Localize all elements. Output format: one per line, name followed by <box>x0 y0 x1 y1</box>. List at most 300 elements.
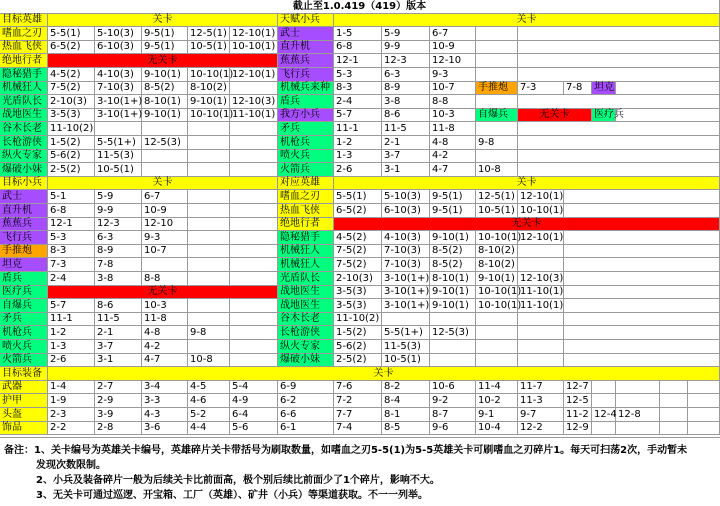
stage-cell: 12-10(1) <box>518 231 564 245</box>
unit-name: 直升机 <box>0 204 48 218</box>
stage-cell: 10-8 <box>188 354 230 367</box>
unit-name: 医疗兵 <box>594 109 624 120</box>
stage-cell <box>518 54 720 68</box>
unit-name: 机枪兵 <box>278 136 334 150</box>
hero-name: 嗜血之刃 <box>278 190 334 204</box>
stage-cell: 8-2 <box>382 381 430 394</box>
stage-cell <box>188 313 230 326</box>
section-header: 关卡 <box>48 14 278 27</box>
stage-cell: 1-2 <box>48 326 95 340</box>
stage-cell: 9-5(1) <box>430 190 476 204</box>
unit-name: 喷火兵 <box>278 150 334 163</box>
stage-cell: 10-10(1) <box>476 231 518 245</box>
stage-cell: 4-7 <box>142 354 188 367</box>
stage-cell: 5-5(1) <box>334 190 382 204</box>
stage-cell <box>188 258 230 272</box>
stage-cell: 8-3 <box>48 245 95 258</box>
stage-cell <box>616 394 660 408</box>
stage-cell: 2-2 <box>48 422 95 435</box>
stage-cell: 11-1 <box>48 313 95 326</box>
stage-cell: 9-3 <box>142 231 188 245</box>
hero-name: 战地医生 <box>278 286 334 299</box>
note-line: 3、无关卡可通过巡逻、开宝箱、工厂（英雄）、矿井（小兵）等渠道获取。不一一列举。 <box>36 490 428 501</box>
stage-cell <box>188 218 230 231</box>
stage-cell: 9-8 <box>476 136 518 150</box>
stage-cell: 7-3 <box>48 258 95 272</box>
unit-name: 矛兵 <box>0 313 48 326</box>
stage-cell <box>564 340 720 354</box>
stage-cell <box>230 122 278 136</box>
equipment-name: 饰品 <box>0 422 48 435</box>
stage-cell <box>476 354 518 367</box>
stage-cell: 12-9 <box>564 422 592 435</box>
stage-cell <box>230 340 278 354</box>
stage-cell <box>230 299 278 313</box>
stage-cell: 12-10(3) <box>230 95 278 109</box>
stage-cell <box>564 286 720 299</box>
stage-cell: 8-5(2) <box>430 245 476 258</box>
note-line: 备注：1、关卡编号为英雄关卡编号，英雄碎片关卡带括号为刷取数量，如嗜血之刃5-5(1)为5-5英雄关卡可刷嗜血之刃碎片1。每天可扫荡2次，手动暂未 <box>4 445 688 456</box>
stage-cell: 2-3 <box>48 408 95 422</box>
stage-cell: 1-5(2) <box>334 326 382 340</box>
stage-cell: 8-10(2) <box>476 258 518 272</box>
stage-cell <box>188 150 230 163</box>
stage-cell <box>230 313 278 326</box>
stage-cell <box>476 41 518 54</box>
stage-cell: 7-5(2) <box>48 82 95 95</box>
stage-cell: 5-4 <box>230 381 278 394</box>
equipment-name: 武器 <box>0 381 48 394</box>
stage-cell: 1-3 <box>48 340 95 354</box>
stage-cell: 7-4 <box>334 422 382 435</box>
hero-name: 绝地行者 <box>278 218 334 231</box>
stage-cell: 8-7 <box>430 408 476 422</box>
stage-cell: 8-10(2) <box>188 82 230 95</box>
stage-cell: 10-6 <box>430 381 476 394</box>
stage-cell: 10-10(1) <box>478 286 522 297</box>
stage-cell: 9-3 <box>430 68 476 82</box>
stage-cell: 4-8 <box>430 136 476 150</box>
stage-cell <box>518 41 720 54</box>
stage-cell <box>430 313 476 326</box>
stage-cell: 2-4 <box>334 95 382 109</box>
stage-cell <box>188 122 230 136</box>
stage-cell <box>476 150 518 163</box>
stage-cell: 10-5(1) <box>188 41 230 54</box>
stage-cell: 11-5(3) <box>95 150 142 163</box>
unit-name: 自爆兵 <box>0 299 48 313</box>
stage-cell: 11-7 <box>518 381 564 394</box>
stage-cell <box>518 258 564 272</box>
stage-cell: 12-4 <box>592 408 616 422</box>
stage-cell <box>518 313 564 326</box>
hero-name: 嗜血之刃 <box>0 27 48 41</box>
stage-cell: 3-3 <box>142 394 188 408</box>
stage-cell: 6-7 <box>430 27 476 41</box>
hero-name: 长枪游侠 <box>278 326 334 340</box>
stage-cell <box>142 258 188 272</box>
stage-cell: 9-5(1) <box>430 204 476 218</box>
unit-name: 蕉蕉兵 <box>0 218 48 231</box>
stage-cell <box>430 354 476 367</box>
stage-cell <box>230 82 278 95</box>
stage-cell: 6-8 <box>334 41 382 54</box>
stage-cell: 6-10(3) <box>382 204 430 218</box>
unit-name: 矛兵 <box>278 122 334 136</box>
stage-cell <box>188 272 230 286</box>
stage-cell <box>688 394 720 408</box>
stage-cell: 12-5(1) <box>476 190 518 204</box>
stage-cell: 7-3 <box>518 82 564 95</box>
hero-name: 纵火专家 <box>0 150 48 163</box>
stage-cell <box>518 150 720 163</box>
stage-cell <box>188 231 230 245</box>
stage-cell: 2-9 <box>95 394 142 408</box>
stage-cell: 11-3 <box>518 394 564 408</box>
stage-cell: 5-2 <box>188 408 230 422</box>
stage-cell <box>564 190 720 204</box>
stage-cell: 3-6 <box>142 422 188 435</box>
stage-cell: 10-3 <box>430 109 476 122</box>
stage-cell: 12-1 <box>48 218 95 231</box>
stage-cell: 4-5(2) <box>334 231 382 245</box>
stage-cell: 9-6 <box>430 422 476 435</box>
stage-cell: 3-5(3) <box>334 299 382 313</box>
stage-cell: 1-3 <box>334 150 382 163</box>
stage-cell: 6-6 <box>278 408 334 422</box>
stage-cell: 9-10(1) <box>188 95 230 109</box>
hero-name: 热血飞侠 <box>0 41 48 54</box>
no-stage-bar: 无关卡 <box>48 286 278 299</box>
hero-name: 机械狂人 <box>0 82 48 95</box>
section-header: 目标装备 <box>0 367 48 381</box>
stage-cell: 12-1 <box>334 54 382 68</box>
section-header: 目标英雄 <box>0 14 48 27</box>
stage-cell <box>230 190 278 204</box>
section-header: 关卡 <box>334 14 720 27</box>
stage-cell: 7-7 <box>334 408 382 422</box>
stage-cell <box>616 422 660 435</box>
stage-cell <box>230 258 278 272</box>
stage-cell <box>518 163 720 177</box>
equipment-name: 头盔 <box>0 408 48 422</box>
stage-cell: 5-5(1+) <box>382 326 430 340</box>
stage-cell: 1-4 <box>48 381 95 394</box>
hero-name: 光盾队长 <box>278 272 334 286</box>
stage-cell: 4-2 <box>430 150 476 163</box>
hero-name: 热血飞侠 <box>278 204 334 218</box>
stage-cell: 11-4 <box>476 381 518 394</box>
unit-name: 火箭兵 <box>278 163 334 177</box>
stage-cell <box>476 122 518 136</box>
stage-cell <box>564 326 720 340</box>
stage-cell: 4-6 <box>188 394 230 408</box>
stage-cell <box>230 218 278 231</box>
stage-cell: 10-10(1) <box>188 68 230 82</box>
hero-name: 爆破小妹 <box>0 163 48 177</box>
stage-cell: 11-2 <box>564 408 592 422</box>
stage-cell: 3-10(1+) <box>382 272 430 286</box>
unit-name: 我方小兵 <box>278 109 334 122</box>
stage-cell: 9-10(1) <box>142 68 188 82</box>
stage-cell <box>592 381 616 394</box>
stage-cell <box>660 394 688 408</box>
stage-cell: 9-5(1) <box>142 27 188 41</box>
stage-cell <box>660 408 688 422</box>
stage-cell: 5-3 <box>334 68 382 82</box>
stage-cell: 8-1 <box>382 408 430 422</box>
stage-cell: 12-10(1) <box>230 27 278 41</box>
stage-cell <box>382 313 430 326</box>
stage-cell <box>188 136 230 150</box>
stage-cell: 4-7 <box>430 163 476 177</box>
unit-name: 飞行兵 <box>0 231 48 245</box>
stage-cell: 3-10(1+) <box>97 109 143 120</box>
stage-cell <box>188 245 230 258</box>
stage-cell: 8-10(1) <box>142 95 188 109</box>
stage-cell: 3-1 <box>382 163 430 177</box>
stage-cell: 9-10(1) <box>430 231 476 245</box>
stage-cell: 3-7 <box>382 150 430 163</box>
stage-cell: 11-5 <box>95 313 142 326</box>
stage-cell: 10-8 <box>476 163 518 177</box>
unit-name: 蕉蕉兵 <box>278 54 334 68</box>
unit-name: 手推炮 <box>476 82 518 95</box>
stage-cell: 9-5(1) <box>142 41 188 54</box>
stage-cell: 5-6(2) <box>48 150 95 163</box>
stage-cell <box>518 95 720 109</box>
unit-name: 坦克 <box>0 258 48 272</box>
stage-cell <box>688 408 720 422</box>
stage-cell: 4-5 <box>188 381 230 394</box>
stage-cell: 11-1 <box>334 122 382 136</box>
stage-cell: 9-10(1) <box>430 299 476 313</box>
stage-cell: 4-5(2) <box>48 68 95 82</box>
unit-name: 喷火兵 <box>0 340 48 354</box>
stage-cell: 3-8 <box>382 95 430 109</box>
stage-cell <box>188 299 230 313</box>
stage-cell: 2-5(2) <box>334 354 382 367</box>
stage-cell: 2-1 <box>382 136 430 150</box>
stage-cell: 3-5(3) <box>334 286 382 299</box>
stage-cell: 5-7 <box>48 299 95 313</box>
stage-cell <box>616 109 720 122</box>
stage-cell: 2-8 <box>95 422 142 435</box>
stage-cell: 7-10(3) <box>95 82 142 95</box>
stage-cell: 3-10(1+) <box>95 95 142 109</box>
stage-cell: 4-10(3) <box>95 68 142 82</box>
stage-cell: 3-10(1+) <box>384 286 430 297</box>
stage-cell: 6-3 <box>95 231 142 245</box>
stage-cell: 4-9 <box>230 394 278 408</box>
section-header: 关卡 <box>334 177 720 190</box>
stage-cell: 2-6 <box>334 163 382 177</box>
stage-cell: 7-10(3) <box>382 245 430 258</box>
stage-cell <box>230 354 278 367</box>
note-line: 2、小兵及装备碎片一般为后续关卡比前面高，极个别后续比前面少了1个碎片，影响不大。 <box>36 475 440 486</box>
stage-cell: 5-3 <box>48 231 95 245</box>
stage-cell: 8-9 <box>95 245 142 258</box>
hero-name: 光盾队长 <box>0 95 48 109</box>
stage-cell: 8-8 <box>142 272 188 286</box>
stage-cell: 5-6(2) <box>334 340 382 354</box>
stage-cell: 12-5 <box>564 394 592 408</box>
stage-cell: 6-8 <box>48 204 95 218</box>
stage-cell: 2-7 <box>95 381 142 394</box>
stage-cell <box>230 163 278 177</box>
stage-cell: 7-2 <box>334 394 382 408</box>
stage-cell <box>476 68 518 82</box>
unit-name: 武士 <box>0 190 48 204</box>
stage-cell: 2-1 <box>95 326 142 340</box>
stage-cell: 6-5(2) <box>48 41 95 54</box>
stage-cell: 8-6 <box>382 109 430 122</box>
stage-cell: 12-8 <box>616 408 660 422</box>
hero-name: 长枪游侠 <box>0 136 48 150</box>
stage-cell <box>476 54 518 68</box>
stage-cell: 8-10(1) <box>430 272 476 286</box>
stage-cell <box>660 381 688 394</box>
equipment-name: 护甲 <box>0 394 48 408</box>
stage-cell <box>518 136 720 150</box>
hero-name: 机械狂人 <box>278 258 334 272</box>
stage-cell: 3-7 <box>95 340 142 354</box>
stage-cell: 9-10(1) <box>430 286 476 299</box>
stage-cell: 1-9 <box>48 394 95 408</box>
stage-cell <box>564 231 720 245</box>
stage-cell <box>188 190 230 204</box>
stage-cell: 1-5(2) <box>48 136 95 150</box>
stage-cell: 11-10(1) <box>520 286 564 297</box>
stage-cell: 12-3 <box>382 54 430 68</box>
section-header: 对应英雄 <box>278 177 334 190</box>
stage-cell: 12-10(3) <box>518 272 564 286</box>
stage-cell <box>188 163 230 177</box>
stage-cell: 11-5(3) <box>382 340 430 354</box>
section-header: 天赋小兵 <box>278 14 334 27</box>
stage-cell <box>230 231 278 245</box>
no-stage-bar: 无关卡 <box>518 109 592 122</box>
stage-cell <box>476 326 518 340</box>
stage-cell <box>518 245 564 258</box>
stage-cell: 11-10(1) <box>518 299 564 313</box>
stage-cell: 12-3 <box>95 218 142 231</box>
stage-cell: 2-5(2) <box>48 163 95 177</box>
stage-cell: 3-10(1+) <box>382 299 430 313</box>
stage-cell: 3-1 <box>95 354 142 367</box>
unit-name: 医疗兵 <box>0 286 48 299</box>
stage-cell: 12-10(1) <box>518 190 564 204</box>
stage-cell <box>592 394 616 408</box>
stage-cell <box>564 204 720 218</box>
stage-cell: 6-4 <box>230 408 278 422</box>
stage-cell: 12-5(1) <box>188 27 230 41</box>
stage-cell <box>518 326 564 340</box>
stage-cell <box>230 204 278 218</box>
stage-cell: 11-5 <box>382 122 430 136</box>
unit-name: 手推炮 <box>0 245 48 258</box>
stage-cell: 2-10(3) <box>334 272 382 286</box>
stage-cell <box>230 136 278 150</box>
hero-name: 隐秘猎手 <box>0 68 48 82</box>
unit-name: 机枪兵 <box>0 326 48 340</box>
stage-cell: 11-8 <box>142 313 188 326</box>
stage-cell <box>476 95 518 109</box>
stage-cell: 4-10(3) <box>382 231 430 245</box>
stage-cell <box>230 326 278 340</box>
stage-cell: 10-5(1) <box>382 354 430 367</box>
stage-cell: 5-7 <box>334 109 382 122</box>
unit-name: 坦克 <box>594 82 614 93</box>
stage-cell: 6-7 <box>142 190 188 204</box>
stage-cell: 9-10(1) <box>142 109 188 122</box>
stage-cell <box>564 313 720 326</box>
stage-cell: 10-2 <box>476 394 518 408</box>
stage-cell <box>518 354 564 367</box>
stage-cell: 8-8 <box>430 95 476 109</box>
stage-cell: 6-10(3) <box>95 41 142 54</box>
stage-cell: 10-10(1) <box>518 204 564 218</box>
stage-cell: 9-10(1) <box>476 272 518 286</box>
stage-cell: 5-1 <box>48 190 95 204</box>
stage-cell: 7-5(2) <box>334 258 382 272</box>
stage-cell: 6-5(2) <box>334 204 382 218</box>
stage-cell: 6-2 <box>278 394 334 408</box>
stage-cell <box>660 422 688 435</box>
stage-cell: 4-2 <box>142 340 188 354</box>
stage-cell <box>142 122 188 136</box>
stage-cell <box>564 299 720 313</box>
stage-cell: 7-10(3) <box>382 258 430 272</box>
hero-name: 纵火专家 <box>278 340 334 354</box>
stage-cell: 10-10(1) <box>476 299 518 313</box>
stage-cell: 2-10(3) <box>48 95 95 109</box>
stage-cell: 6-9 <box>278 381 334 394</box>
hero-name: 战地医生 <box>278 299 334 313</box>
stage-cell <box>518 122 720 136</box>
page-title: 截止至1.0.419（419）版本 <box>0 0 720 14</box>
stage-cell: 9-2 <box>430 394 476 408</box>
stage-cell <box>688 422 720 435</box>
notes-section <box>0 437 720 506</box>
stage-cell: 10-10(1) <box>230 41 278 54</box>
stage-cell: 2-6 <box>48 354 95 367</box>
stage-cell <box>616 82 720 95</box>
stage-cell: 12-5(3) <box>142 136 188 150</box>
stage-cell <box>142 150 188 163</box>
no-stage-bar: 无关卡 <box>48 54 278 68</box>
stage-cell <box>230 272 278 286</box>
stage-cell <box>476 27 518 41</box>
stage-cell: 1-5 <box>334 27 382 41</box>
stage-cell: 4-4 <box>188 422 230 435</box>
unit-name: 机械兵来种 <box>278 82 334 95</box>
stage-cell <box>564 354 720 367</box>
stage-cell: 11-8 <box>430 122 476 136</box>
stage-cell: 5-10(3) <box>95 27 142 41</box>
stage-cell <box>430 340 476 354</box>
stage-cell: 8-3 <box>334 82 382 95</box>
stage-cell: 1-2 <box>334 136 382 150</box>
stage-cell <box>476 313 518 326</box>
unit-name: 盾兵 <box>0 272 48 286</box>
stage-cell: 3-9 <box>95 408 142 422</box>
stage-cell: 3-5(3) <box>48 109 95 122</box>
stage-cell: 10-7 <box>142 245 188 258</box>
stage-cell: 12-7 <box>564 381 592 394</box>
hero-name: 战地医生 <box>0 109 48 122</box>
unit-name: 自爆兵 <box>476 109 518 122</box>
